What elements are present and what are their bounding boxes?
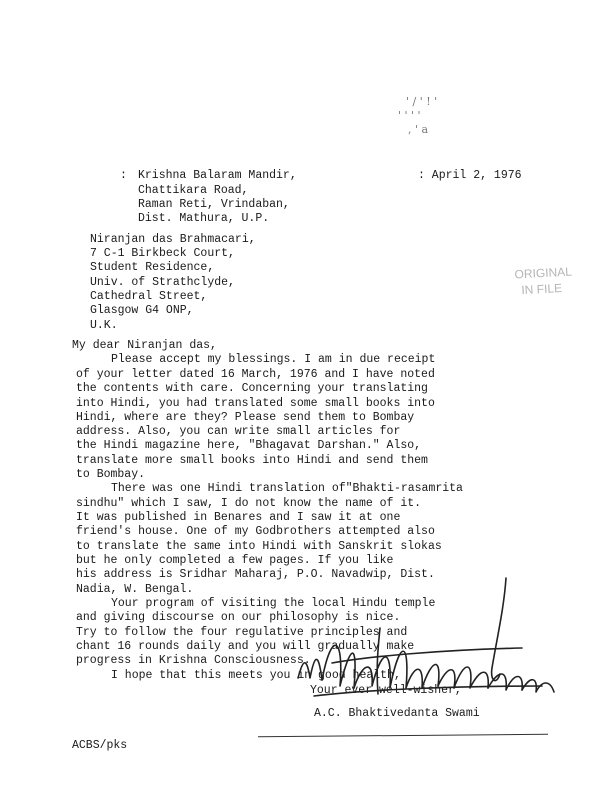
signature-rule (258, 734, 548, 738)
body-line: the contents with care. Concerning your translating (76, 382, 428, 395)
salutation: My dear Niranjan das, (72, 339, 217, 352)
top-stamp-marks (396, 95, 476, 141)
recipient-line: Univ. of Strathclyde, (90, 276, 235, 289)
stamp-line: ORIGINAL (514, 264, 573, 282)
body-line: chant 16 rounds daily and you will gradually make (76, 640, 415, 653)
body-line: address. Also, you can write small articles for (76, 425, 401, 438)
body-line: sindhu" which I saw, I do not know the name of it. (76, 497, 422, 510)
body-line: It was published in Benares and I saw it at one (76, 511, 401, 524)
body-line: of your letter dated 16 March, 1976 and I have noted (76, 368, 435, 381)
body-line: Nadia, W. Bengal. (76, 583, 194, 596)
letter-date: : April 2, 1976 (418, 169, 522, 182)
body-line: translate more small books into Hindi and send them (76, 454, 428, 467)
handwritten-signature (292, 568, 562, 718)
closing: Your ever well-wisher, (310, 684, 462, 697)
body-line: to translate the same into Hindi with Sanskrit slokas (76, 540, 442, 553)
body-line: Your program of visiting the local Hindu temple (111, 597, 436, 610)
original-in-file-stamp (501, 250, 584, 314)
body-line: but he only completed a few pages. If you like (76, 554, 394, 567)
body-line: friend's house. One of my Godbrothers attempted also (76, 525, 435, 538)
recipient-line: Niranjan das Brahmacari, (90, 233, 256, 246)
top-mark-line: , ' a (408, 123, 429, 136)
address-bullet: : (120, 169, 127, 182)
body-line: and giving discourse on our philosophy is nice. (76, 611, 401, 624)
body-line: into Hindi, you had translated some small books into (76, 397, 435, 410)
body-line: progress in Krishna Consciousness. (76, 654, 311, 667)
recipient-line: Cathedral Street, (90, 290, 208, 303)
recipient-line: 7 C-1 Birkbeck Court, (90, 247, 235, 260)
recipient-line: Student Residence, (90, 261, 215, 274)
body-line: I hope that this meets you in good health, (111, 669, 401, 682)
top-mark-line: ' / ' ! ' (406, 95, 438, 108)
sender-address-line: Krishna Balaram Mandir, (138, 169, 297, 182)
body-line: There was one Hindi translation of"Bhakti-rasamrita (111, 482, 463, 495)
signature-name: A.C. Bhaktivedanta Swami (314, 707, 480, 720)
body-line: his address is Sridhar Maharaj, P.O. Navadwip, Dist. (76, 568, 435, 581)
stamp-line: IN FILE (521, 281, 563, 298)
body-line: Please accept my blessings. I am in due receipt (111, 353, 436, 366)
reference-initials: ACBS/pks (72, 739, 128, 752)
sender-address-line: Raman Reti, Vrindaban, (138, 198, 290, 211)
sender-address-line: Chattikara Road, (138, 184, 249, 197)
body-line: Try to follow the four regulative principles and (76, 626, 408, 639)
body-line: to Bombay. (76, 468, 146, 481)
body-line: the Hindi magazine here, "Bhagavat Darshan." Also, (76, 439, 422, 452)
recipient-line: Glasgow G4 ONP, (90, 304, 194, 317)
body-line: Hindi, where are they? Please send them to Bombay (76, 411, 415, 424)
recipient-line: U.K. (90, 319, 118, 332)
top-mark-line: ' ' ' ' (398, 109, 421, 122)
sender-address-line: Dist. Mathura, U.P. (138, 212, 270, 225)
